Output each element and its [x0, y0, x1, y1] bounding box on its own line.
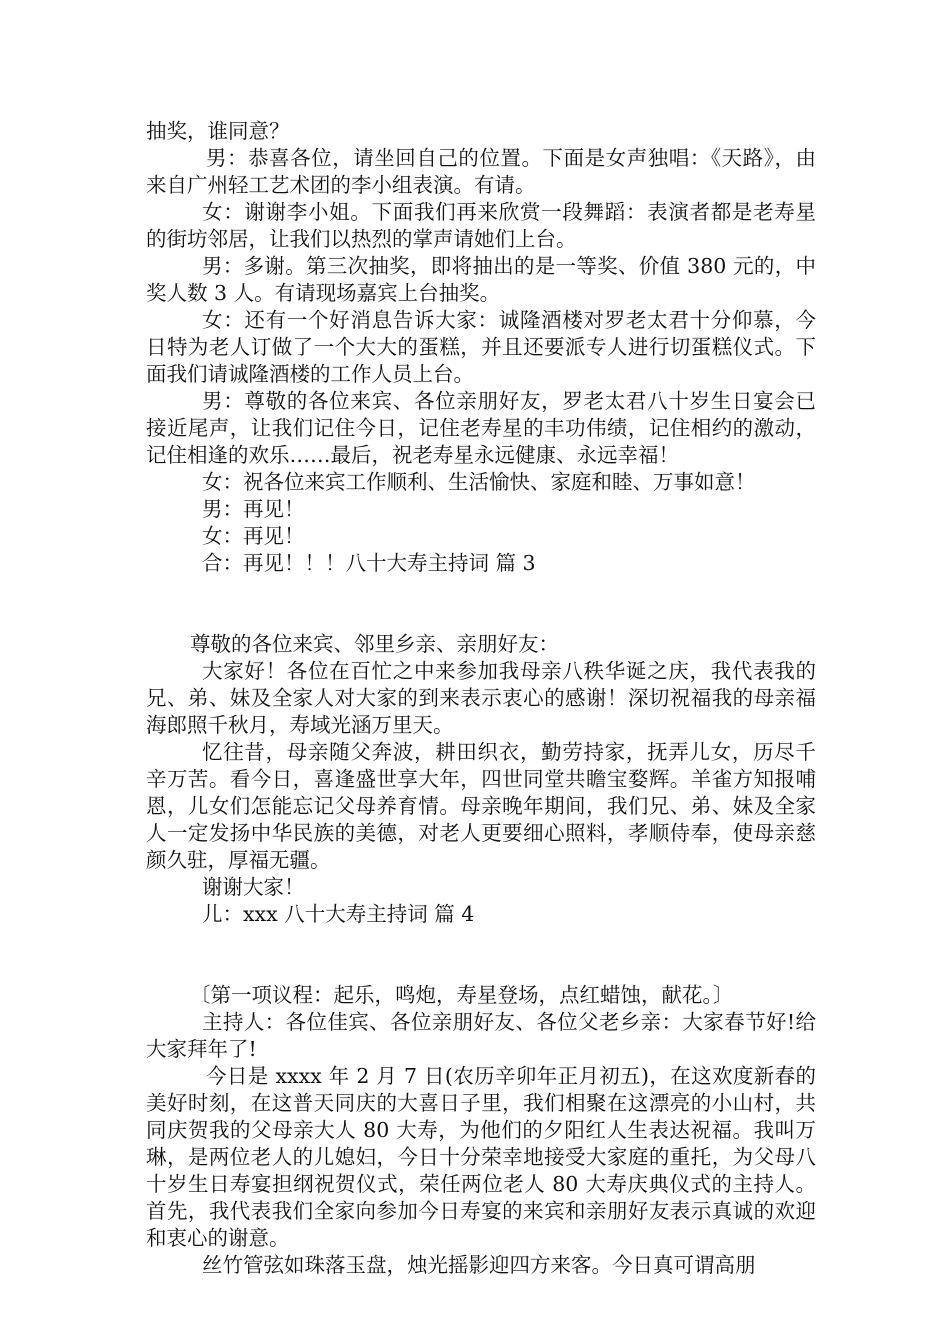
paragraph-continuation: 抽奖，谁同意？	[146, 119, 290, 143]
paragraph-male-host: 男：恭喜各位，请坐回自己的位置。下面是女声独唱：《天路》，由来自广州轻工艺术团的李小组表演。有请。	[146, 146, 816, 197]
paragraph-closing-fragment: 丝竹管弦如珠落玉盘，烛光摇影迎四方来客。今日真可谓高朋	[202, 1253, 756, 1277]
section-spacer	[146, 928, 816, 982]
paragraph-female-host: 女：谢谢李小姐。下面我们再来欣赏一段舞蹈：表演者都是老寿星的街坊邻居，让我们以热烈的掌声请她们上台。	[146, 200, 816, 251]
paragraph-male-host: 男：多谢。第三次抽奖，即将抽出的是一等奖、价值 380 元的，中奖人数 3 人。有请现场嘉宾上台抽奖。	[146, 254, 816, 305]
paragraph-female-host: 女：祝各位来宾工作顺利、生活愉快、家庭和睦、万事如意！	[202, 470, 756, 494]
paragraph-salutation: 尊敬的各位来宾、邻里乡亲、亲朋好友：	[190, 632, 559, 656]
paragraph-male-host: 男：尊敬的各位来宾、各位亲朋好友，罗老太君八十岁生日宴会已接近尾声，让我们记住今日，记住老寿星的丰功伟绩，记住相约的激动，记住相逢的欢乐……最后，祝老寿星永远健康、永远幸福！	[146, 389, 816, 467]
document-page	[146, 118, 816, 1279]
paragraph-agenda: 〔第一项议程：起乐，鸣炮，寿星登场，点红蜡蚀，献花。〕	[190, 983, 734, 1007]
paragraph-recollection: 忆往昔，母亲随父奔波，耕田织衣，勤劳持家，抚弄儿女，历尽千辛万苦。看今日，喜逢盛世享大年，四世同堂共瞻宝婺辉。羊雀方知报哺恩，儿女们怎能忘记父母养育情。母亲晚年期间，我们兄、弟、妹及全家人一定发扬中华民族的美德，对老人更要细心照料，孝顺侍奉，使母亲慈颜久驻，厚福无疆。	[146, 740, 816, 872]
paragraph-host-greeting: 主持人：各位佳宾、各位亲朋好友、各位父老乡亲：大家春节好!给大家拜年了!	[146, 1010, 816, 1061]
paragraph-section-heading: 合：再见！！！八十大寿主持词 篇 3	[202, 551, 536, 575]
section-spacer	[146, 577, 816, 631]
paragraph-female-host: 女：还有一个好消息告诉大家：诚隆酒楼对罗老太君十分仰慕，今日特为老人订做了一个大大的蛋糕，并且还要派专人进行切蛋糕仪式。下面我们请诚隆酒楼的工作人员上台。	[146, 308, 816, 386]
paragraph-female-host: 女：再见！	[202, 524, 305, 548]
paragraph-section-heading: 儿：xxx 八十大寿主持词 篇 4	[202, 902, 475, 926]
paragraph-male-host: 男：再见！	[202, 497, 305, 521]
paragraph-greeting: 大家好！各位在百忙之中来参加我母亲八秩华诞之庆，我代表我的兄、弟、妹及全家人对大家的到来表示衷心的感谢！深切祝福我的母亲福海郎照千秋月，寿域光涵万里天。	[146, 659, 816, 737]
paragraph-thanks: 谢谢大家！	[202, 875, 305, 899]
paragraph-introduction: 今日是 xxxx 年 2 月 7 日(农历辛卯年正月初五)，在这欢度新春的美好时刻，在这普天同庆的大喜日子里，我们相聚在这漂亮的小山村，共同庆贺我的父母亲大人 80 大寿，为他们的夕阳红人生表达祝福。我叫万琳，是两位老人的儿媳妇，今日十分荣幸地接受大家庭的重托，为父母八十岁生日寿宴担纲祝贺仪式，荣任两位老人 80 大寿庆典仪式的主持人。首先，我代表我们全家向参加今日寿宴的来宾和亲朋好友表示真诚的欢迎和衷心的谢意。	[146, 1064, 816, 1250]
